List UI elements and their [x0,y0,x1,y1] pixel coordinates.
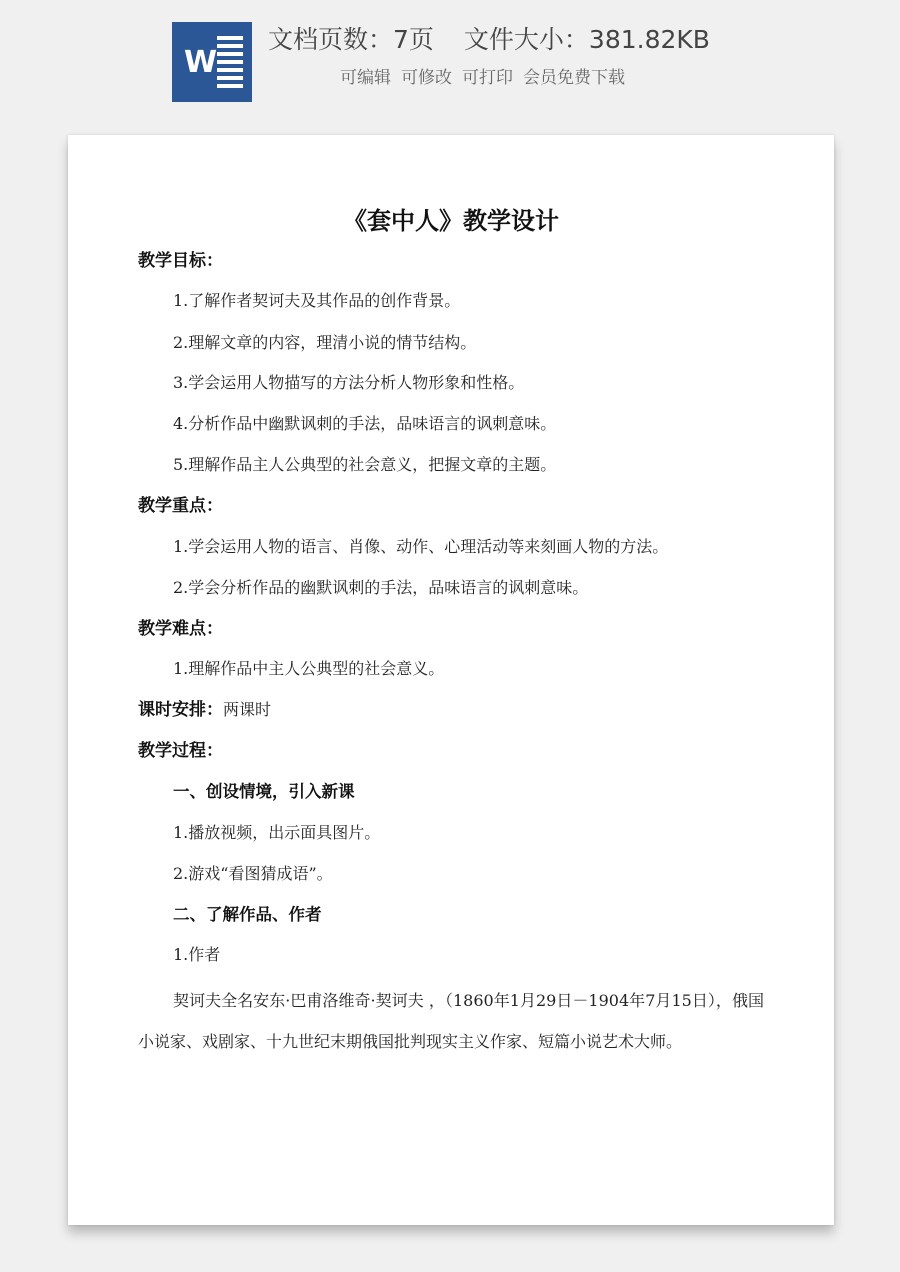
feature-printable: 可打印 [462,68,513,88]
document-info-header [0,0,900,125]
schedule-line [138,696,271,724]
difficulty-item: 1.理解作品中主人公典型的社会意义。 [173,659,445,678]
key-point-item: 2.学会分析作品的幽默讽刺的手法，品味语言的讽刺意味。 [173,578,589,597]
document-page [68,135,834,1225]
document-title: 《套中人》教学设计 [343,207,559,235]
file-size: 文件大小：381.82KB [463,25,710,54]
objective-item: 2.理解文章的内容，理清小说的情节结构。 [173,333,477,352]
feature-member-download: 会员免费下载 [523,68,625,88]
feature-editable: 可编辑 [340,68,391,88]
document-features [340,66,635,90]
schedule-label: 课时安排： [138,700,223,720]
objective-item: 4.分析作品中幽默讽刺的手法，品味语言的讽刺意味。 [173,414,557,433]
key-points-heading: 教学重点： [138,496,223,516]
difficulties-heading: 教学难点： [138,619,223,639]
objective-item: 5.理解作品主人公典型的社会意义，把握文章的主题。 [173,455,557,474]
section-1-item: 2.游戏“看图猜成语”。 [173,864,333,883]
key-point-item: 1.学会运用人物的语言、肖像、动作、心理活动等来刻画人物的方法。 [173,537,669,556]
feature-modifiable: 可修改 [401,68,452,88]
word-document-icon [172,22,252,102]
section-1-title: 一、创设情境，引入新课 [173,782,355,801]
objectives-heading: 教学目标： [138,251,223,271]
section-1-item: 1.播放视频，出示面具图片。 [173,823,381,842]
document-stats [268,22,710,58]
objective-item: 1.了解作者契诃夫及其作品的创作背景。 [173,291,461,310]
page-count: 文档页数：7页 [268,25,434,54]
section-2-item: 1.作者 [173,945,221,964]
word-icon-letter: W [184,45,218,80]
process-heading: 教学过程： [138,741,223,761]
objective-item: 3.学会运用人物描写的方法分析人物形象和性格。 [173,373,525,392]
section-2-title: 二、了解作品、作者 [173,905,322,924]
schedule-value: 两课时 [223,700,272,719]
author-paragraph: 契诃夫全名安东·巴甫洛维奇·契诃夫 ，（1860年1月29日－1904年7月15日），俄国小说家、戏剧家、十九世纪末期俄国批判现实主义作家、短篇小说艺术大师。 [138,991,764,1051]
